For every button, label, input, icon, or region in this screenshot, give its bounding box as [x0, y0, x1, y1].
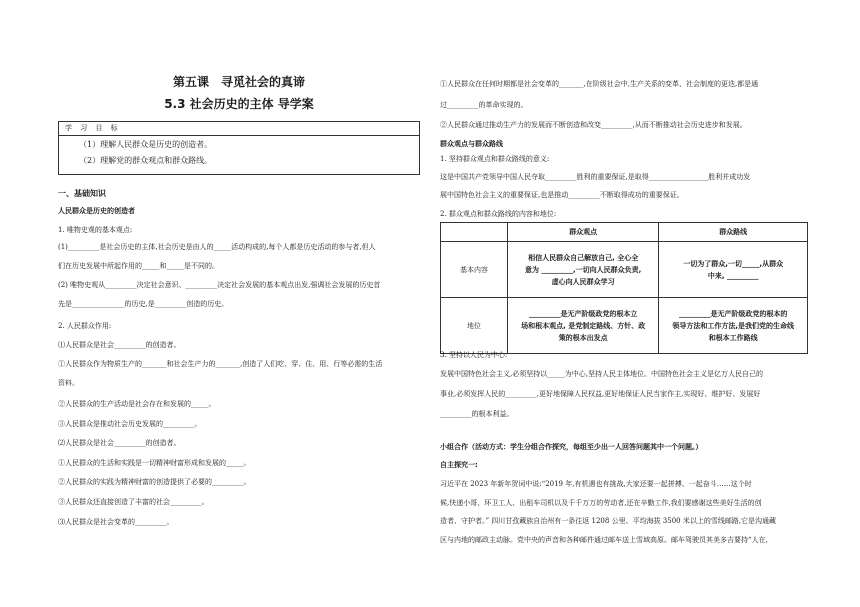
text-line: ③人民群众是推动社会历史发展的_________。	[58, 420, 202, 428]
cell-line: 中来, _________	[707, 271, 759, 280]
subheading-people-creators: 人民群众是历史的创造者	[58, 207, 135, 215]
subheading-mass-line: 群众观点与群众路线	[440, 140, 503, 148]
cell-line: 场和根本观点, 是党制定路线、方针、政	[521, 321, 646, 330]
cell-line: 领导方法和工作方法,是我们党的生命线	[672, 321, 795, 330]
text-line: (1)_________是社会历史的主体,社会历史是由人的_____活动构成的,每个人都是历史活动的参与者,但人	[58, 243, 376, 251]
text-line: ②人民群众的生产活动是社会存在和发展的_____。	[58, 400, 216, 408]
table-rowhead-content: 基本内容	[441, 242, 508, 298]
cell-line: 策的根本出发点	[558, 333, 608, 342]
text-line: 1. 唯物史观的基本观点:	[58, 226, 133, 234]
lesson-title: 第五课 寻觅社会的真谛	[172, 75, 305, 89]
cell-line: 意为 _________,一切向人民群众负责,	[525, 265, 642, 274]
cell-line: _________是无产阶级政党的根本立	[528, 309, 638, 318]
text-line: 过_________的革命实现的。	[440, 101, 528, 109]
text-line: ⑵人民群众是社会_________的创造者。	[58, 439, 181, 447]
text-line: 2. 群众观点和群众路线的内容和地位:	[440, 210, 557, 218]
cell-line: _________是无产阶级政党的根本的	[678, 309, 788, 318]
text-line: _________的根本利益。	[440, 410, 514, 418]
text-line: 们在历史发展中所起作用的_____和_____是不同的。	[58, 262, 219, 270]
text-line: 先是_______________的历史,是_________创造的历史。	[58, 300, 229, 308]
cell-line: 和根本工作路线	[708, 333, 758, 342]
table-cell-line-content	[659, 242, 808, 298]
text-line: ③人民群众还直接创造了丰富的社会_________。	[58, 498, 209, 506]
text-line: 这是中国共产党领导中国人民夺取_________胜利的重要保证,是取得_________________胜利并成功发	[440, 173, 751, 181]
text-line: 造者、守护者。” 四川甘孜藏族自治州有一条往返 1208 公里、平均海拔 3500 米以上的雪线邮路,它是沟通藏	[440, 517, 777, 525]
text-line: 候,快递小哥、环卫工人、出租车司机以及千千万万的劳动者,还在辛勤工作,我们要感谢这些美好生活的创	[440, 499, 762, 507]
cell-line: 虚心向人民群众学习	[551, 277, 615, 286]
group-cooperation-heading: 小组合作（活动方式：学生分组合作探究，每组至少出一人回答问题其中一个问题。）	[440, 443, 703, 451]
section-heading-basics: 一、基础知识	[58, 189, 106, 198]
table-cell-view-status	[508, 298, 659, 354]
table-rowhead-status: 地位	[441, 298, 508, 354]
text-line: ②人民群众通过推动生产力的发展而不断创造和改变_________,从而不断推动社会历史进步和发展。	[440, 121, 747, 129]
learning-goal-2: （2）理解党的群众观点和群众路线。	[79, 156, 213, 165]
cell-line: 相信人民群众自己解放自己, 全心全	[528, 253, 639, 262]
text-line: 1. 坚持群众观点和群众路线的意义:	[440, 155, 550, 163]
text-line: ①人民群众在任何时期都是社会变革的_______,在阶级社会中,生产关系的变革、社会制度的更迭,都是通	[440, 80, 759, 88]
learning-goals-box	[58, 121, 420, 175]
text-line: ①人民群众作为物质生产的_______和社会生产力的_______,创造了人们吃、穿、住、用、行等必需的生活	[58, 360, 383, 368]
table-cell-line-status	[659, 298, 808, 354]
learning-goals-header: 学 习 目 标	[59, 122, 419, 136]
text-line: (2) 唯物史观从_________决定社会意识、_________决定社会发展的基本观点出发,强调社会发展的历史首	[58, 281, 381, 289]
text-line: 事业,必须发挥人民的_________,更好地保障人民权益,更好地保证人民当家作主,实现好、维护好、发展好	[440, 390, 761, 398]
mass-view-table	[440, 222, 808, 354]
text-line: 展中国特色社会主义的重要保证,也是推动_________不断取得成功的重要保证。	[440, 191, 684, 199]
lesson-subtitle: 5.3 社会历史的主体 导学案	[164, 97, 314, 111]
text-line: 资料。	[58, 379, 79, 387]
table-header-mass-view: 群众观点	[508, 223, 659, 242]
cell-line: 一切为了群众,一切_____,从群众	[683, 259, 784, 268]
text-line: ①人民群众的生活和实践是一切精神财富形成和发展的_____。	[58, 459, 251, 467]
text-line: ②人民群众的实践为精神财富的创造提供了必要的_________。	[58, 478, 251, 486]
text-line: 区与内地的邮政主动脉。党中央的声音和各种邮件通过邮车送上雪域高原。邮车驾驶员其美多吉要持“人在,	[440, 536, 768, 544]
table-corner-cell	[441, 223, 508, 242]
text-line: 3. 坚持以人民为中心:	[440, 351, 508, 359]
text-line: ⑶人民群众是社会变革的_________。	[58, 518, 174, 526]
table-header-mass-line: 群众路线	[659, 223, 808, 242]
self-explore-heading: 自主探究一:	[440, 461, 478, 469]
text-line: ⑴人民群众是社会_________的创造者。	[58, 341, 181, 349]
learning-goal-1: （1）理解人民群众是历史的创造者。	[79, 140, 213, 149]
text-line: 发展中国特色社会主义,必须坚持以_____为中心,坚持人民主体地位。中国特色社会主义是亿万人民自己的	[440, 370, 763, 378]
text-line: 2. 人民群众作用:	[58, 322, 112, 330]
text-line: 习近平在 2023 年新年贺词中说:“2019 年,有机遇也有挑战,大家还要一起拼搏、一起奋斗……这个时	[440, 480, 752, 488]
table-cell-view-content	[508, 242, 659, 298]
